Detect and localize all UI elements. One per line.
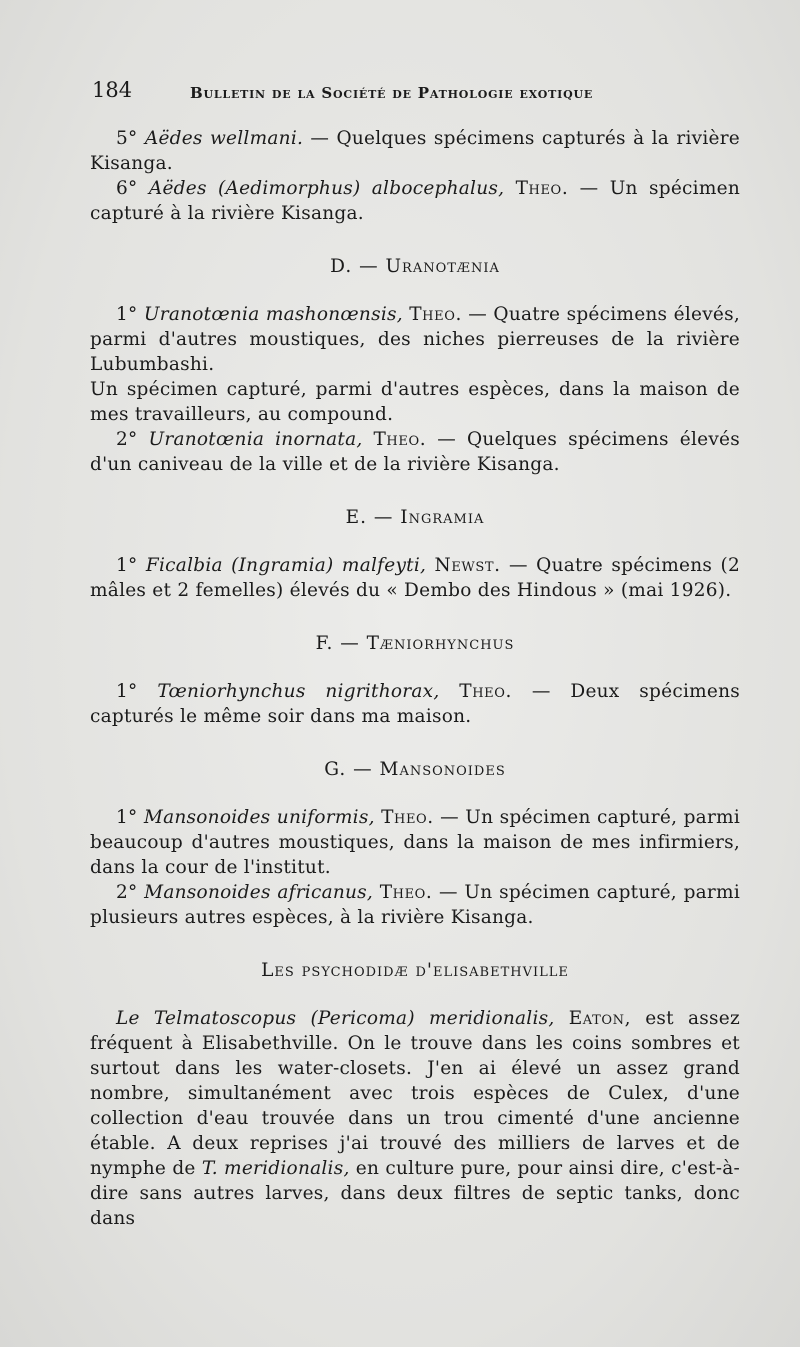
paragraph-text: — Quatre spécimens (2 mâles et 2 femelles) élevés du « Dembo des Hindous » (mai 1926).	[90, 555, 740, 601]
item-number: 1°	[116, 555, 138, 576]
author-name: Theo.	[459, 681, 513, 702]
paragraph-uranotaenia-second: Un spécimen capturé, parmi d'autres espèces, dans la maison de mes travailleurs, au compound.	[90, 379, 740, 425]
page-number: 184	[92, 78, 133, 102]
running-title: Bulletin de la Société de Pathologie exotique	[190, 84, 594, 102]
page-header	[92, 78, 742, 108]
paragraph-text: est assez fréquent à Elisabethville. On le trouve dans les coins sombres et surtout dans les water-closets. J'en ai élevé un assez grand nombre, simultanément avec trois espèces de Culex, d'une collection d'eau trouvée dans un trou cimenté d'une ancienne étable. A deux reprises j'ai trouvé des milliers de larves et de nymphe de	[90, 1008, 740, 1179]
author-name: Theo.	[409, 304, 462, 325]
section-heading-e: E. — Ingramia	[345, 507, 485, 528]
paragraph-uranotaenia-mashonaensis	[90, 302, 740, 377]
paragraph-text: — Un spécimen capturé, parmi plusieurs autres espèces, à la rivière Kisanga.	[90, 882, 740, 928]
section-heading-psychodidae: Les psychodidæ d'elisabethville	[261, 960, 569, 981]
species-name: Aëdes wellmani.	[144, 128, 304, 149]
species-name: Uranotœnia inornata,	[148, 429, 363, 450]
paragraph-text: — Deux spécimens capturés le même soir dans ma maison.	[90, 681, 741, 727]
item-number: 2°	[116, 429, 138, 450]
section-heading-d: D. — Uranotænia	[330, 256, 500, 277]
paragraph-text: — Quelques spécimens capturés à la rivière Kisanga.	[90, 128, 741, 174]
body-text	[90, 126, 740, 1231]
paragraph-text: — Un spécimen capturé, parmi beaucoup d'autres moustiques, dans la maison de mes infirmiers, dans la cour de l'institut.	[90, 807, 741, 878]
author-name: Theo.	[515, 178, 569, 199]
paragraph-uranotaenia-inornata	[90, 427, 740, 477]
species-name: Mansonoides africanus,	[144, 882, 374, 903]
species-name: Mansonoides uniformis,	[143, 807, 375, 828]
species-name: Ficalbia (Ingramia) malfeyti,	[145, 555, 427, 576]
paragraph-aedes-albocephalus	[90, 176, 740, 226]
item-number: 2°	[116, 882, 138, 903]
item-number: 5°	[116, 128, 138, 149]
paragraph-aedes-wellmani	[90, 126, 740, 176]
author-name: Theo.	[379, 882, 433, 903]
species-name: Le Telmatoscopus (Pericoma) meridionalis,	[116, 1008, 555, 1029]
paragraph-ficalbia	[90, 553, 740, 603]
paragraph-mansonoides-africanus	[90, 880, 740, 930]
section-heading-f: F. — Tæniorhynchus	[315, 633, 515, 654]
species-name: Uranotœnia mashonœnsis,	[143, 304, 403, 325]
species-name-short: T. meridionalis,	[201, 1158, 350, 1179]
author-name: Theo.	[373, 429, 427, 450]
author-name: Theo.	[381, 807, 434, 828]
paragraph-text: — Quatre spécimens élevés, parmi d'autres moustiques, des niches pierreuses de la rivière Lubumbashi.	[90, 304, 740, 375]
paragraph-text: — Quelques spécimens élevés d'un caniveau de la ville et de la rivière Kisanga.	[90, 429, 740, 475]
section-heading-g: G. — Mansonoides	[324, 759, 506, 780]
species-name: Aëdes (Aedimorphus) albocephalus,	[148, 178, 505, 199]
paragraph-text: — Un spécimen capturé à la rivière Kisanga.	[90, 178, 740, 224]
paragraph-mansonoides-uniformis	[90, 805, 740, 880]
paragraph-taeniorhynchus	[90, 679, 740, 729]
item-number: 1°	[116, 304, 138, 325]
paragraph-text-continued: en culture pure, pour ainsi dire, c'est-à-dire sans autres larves, dans deux filtres de septic tanks, donc dans	[90, 1158, 740, 1229]
item-number: 1°	[116, 807, 138, 828]
author-name: Newst.	[434, 555, 501, 576]
author-name: Eaton,	[568, 1008, 632, 1029]
paragraph-telmatoscopus	[90, 1006, 740, 1231]
species-name: Tœniorhynchus nigrithorax,	[157, 681, 440, 702]
item-number: 1°	[116, 681, 138, 702]
item-number: 6°	[116, 178, 138, 199]
